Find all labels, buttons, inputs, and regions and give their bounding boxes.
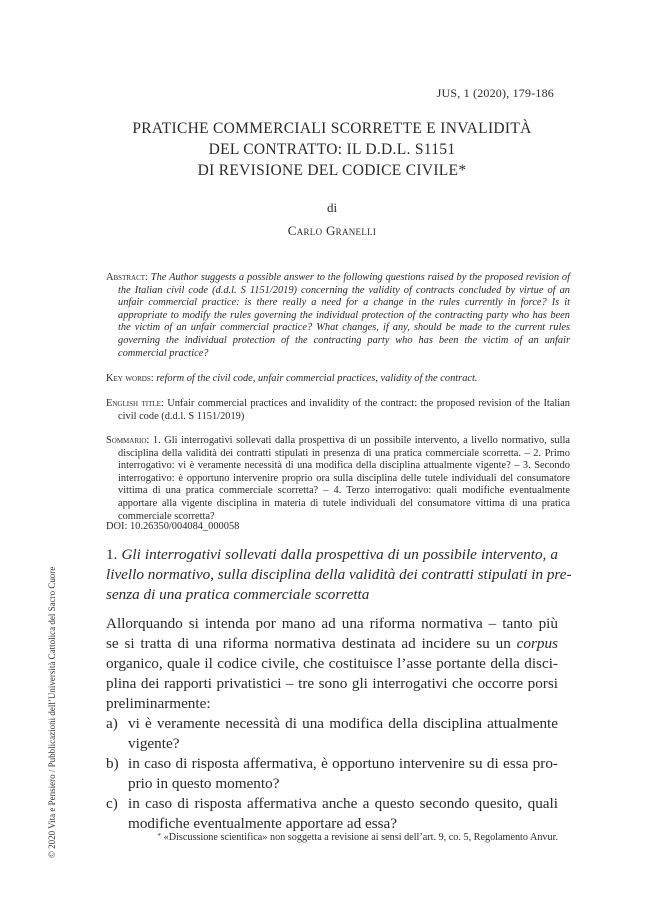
list-item-b	[106, 754, 558, 794]
list-line: in caso di risposta affermativa, è opportuno intervenire su di essa pro-	[128, 755, 558, 772]
list-letter: c)	[106, 795, 118, 812]
title-line: DI REVISIONE DEL CODICE CIVILE*	[197, 162, 467, 179]
list-line: in caso di risposta affermativa anche a questo secondo quesito, quali	[128, 795, 558, 812]
abstract	[106, 272, 570, 360]
paragraph-line: Allorquando si intenda por mano ad una riforma normativa – tanto più	[106, 615, 558, 632]
english-title-label: English title:	[106, 398, 164, 409]
paragraph-line: organico, quale il codice civile, che costituisce l’asse portante della disci-	[106, 655, 558, 672]
section-title-line: Gli interrogativi sollevati dalla prospettiva di un possibile intervento, a	[121, 546, 558, 563]
paragraph-line	[106, 634, 558, 654]
list-line: vi è veramente necessità di una modifica della disciplina attualmente	[128, 715, 558, 732]
keywords	[106, 373, 570, 386]
title-line: PRATICHE COMMERCIALI SCORRETTE E INVALIDITÀ	[132, 120, 532, 137]
list-item-a	[106, 714, 558, 754]
list-line: modifiche eventualmente apportare ad essa?	[128, 815, 398, 832]
english-title	[106, 398, 570, 423]
list-letter: a)	[106, 715, 118, 732]
list-line: vigente?	[128, 735, 180, 752]
paragraph-line: preliminarmente:	[106, 695, 211, 712]
section-number: 1.	[106, 546, 118, 563]
side-copyright: © 2020 Vita e Pensiero / Pubblicazioni dell’Università Cattolica del Sacro Cuore	[47, 566, 57, 858]
english-title-text: Unfair commercial practices and invalidity of the contract: the proposed revision of the Italian civil code (d.d.l. S 1151/2019)	[118, 398, 570, 422]
summary	[106, 435, 570, 523]
journal-reference: JUS, 1 (2020), 179-186	[436, 86, 554, 100]
abstract-text: The Author suggests a possible answer to the following questions raised by the proposed revision of the Italian civil code (d.d.l. S 1151/2019) concerning the validity of contracts concluded by virtue of an unfair commercial practice: is there really a need for a change in the rules currently in force? Is it appropriate to modify the rules governing the individual protection of the contracting party who has been the victim of an unfair commercial practice? What changes, if any, should be made to the current rules governing the individual protection of the contracting party who has been the victim of an unfair commercial practice?	[118, 272, 570, 359]
footnote-text: «Discussione scientifica» non soggetta a revisione ai sensi dell’art. 9, co. 5, Regolamento Anvur.	[163, 832, 558, 843]
abstract-label: Abstract:	[106, 272, 148, 283]
summary-label: Sommario:	[106, 435, 150, 446]
section-title-line: livello normativo, sulla disciplina della validità dei contratti stipulati in pre-	[106, 566, 572, 583]
keywords-label: Key words:	[106, 373, 154, 384]
keywords-text: reform of the civil code, unfair commercial practices, validity of the contract.	[156, 373, 478, 384]
title-line: DEL CONTRATTO: IL D.D.L. S1151	[208, 141, 456, 158]
list-item-c	[106, 794, 558, 834]
body-text	[106, 614, 558, 834]
section-title-line: senza di una pratica commerciale scorretta	[106, 586, 370, 603]
list-line: prio in questo momento?	[128, 775, 280, 792]
section-heading	[106, 545, 572, 605]
doi: DOI: 10.26350/004084_000058	[106, 521, 240, 532]
list-letter: b)	[106, 755, 119, 772]
author-name: Carlo Granelli	[287, 223, 377, 238]
article-title	[106, 118, 558, 181]
byline-di: di	[326, 200, 338, 215]
footnote	[106, 832, 558, 843]
paragraph-text: se si tratta di una riforma normativa destinata ad incidere su un	[106, 635, 511, 652]
corpus-emphasis: corpus	[516, 635, 558, 652]
paragraph-line: plina dei rapporti privatistici – tre sono gli interrogativi che occorre porsi	[106, 675, 558, 692]
footnote-mark: *	[157, 832, 162, 840]
summary-text: 1. Gli interrogativi sollevati dalla prospettiva di un possibile intervento, a livello normativo, sulla disciplina della validità dei contratti stipulati in presenza di una pratica commerciale scorretta. – 2. Primo interrogativo: vi è veramente necessità di una modifica della disciplina attualmente vigente? – 3. Secondo interrogativo: è opportuno intervenire proprio ora sulla disciplina delle tutele individuali del consumatore vittima di una pratica commerciale scorretta? – 4. Terzo interrogativo: quali modifiche eventualmente apportare alla vigente disciplina in materia di tutele individuali del consumatore vittima di una pratica commerciale scorretta?	[118, 435, 570, 522]
